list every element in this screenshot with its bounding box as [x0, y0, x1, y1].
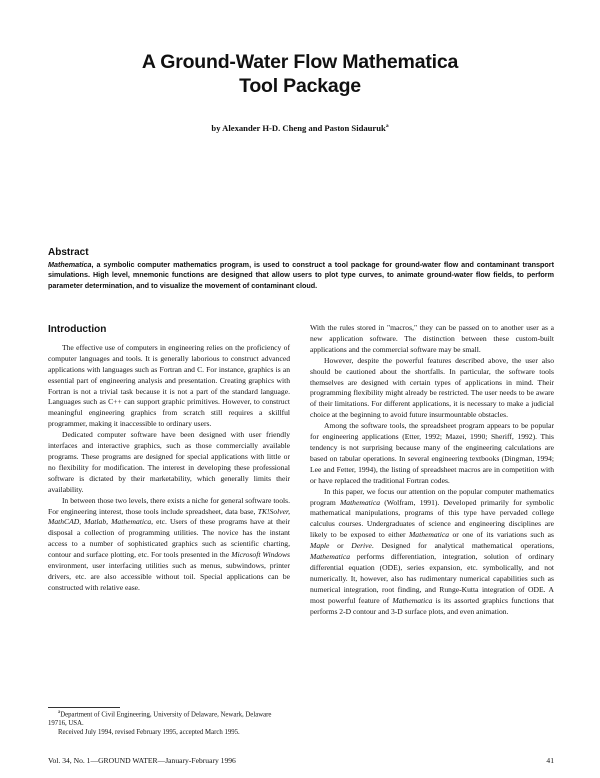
intro-paragraph-3	[48, 496, 290, 594]
p4-c: or one of its variations such as	[452, 530, 554, 540]
windows-italic: Microsoft Windows	[231, 550, 290, 560]
abstract-section	[48, 247, 554, 291]
footnote-affiliation	[48, 709, 290, 729]
right-column	[310, 323, 554, 617]
software-list-italic: TK!Solver, MathCAD, Matlab, Mathematica	[48, 506, 290, 527]
col2-paragraph-3: Among the software tools, the spreadsheet program appears to be popular for engineering applications (Etter, 1992; Mazei, 1990; Sheriff, 1992). This tendency is not surprising because many of the engineering calculations are based on tabular operations. In several engineering textbooks (Dingman, 1994; Lee and Fetter, 1994), the listing of spreadsheet macros are in competition with or have replaced the traditional Fortran codes.	[310, 421, 554, 485]
author-footnote-mark: a	[385, 123, 389, 130]
page-number: 41	[546, 756, 554, 765]
intro-paragraph-1: The effective use of computers in engineering relies on the proficiency of computer languages and tools. It is generally laborious to construct advanced applications with languages such as Fortran and C. For instance, graphics is an essential part of engineering analysis and presentation. Creating graphics with Fortran is not a trivial task because it is not a part of the standard language. Languages such as C++ can support graphic primitives. However, to construct meaningful engineering graphics from scratch still requires a skillful programmer, making it inaccessible to ordinary users.	[48, 342, 290, 429]
abstract-text	[48, 260, 554, 291]
intro-paragraph-2: Dedicated computer software have been designed with user friendly interfaces and interactive graphics, such as those commercially available programs. These programs are designed for special applications with little or no flexibility for modification. The interest in developing these professional software is dictated by their marketability, which generally limits their availability.	[48, 430, 290, 494]
p4-d: or	[337, 541, 344, 551]
p4-italic-6: Mathematica	[392, 595, 433, 605]
footnote-affiliation-text: Department of Civil Engineering, University of Delaware, Newark, Delaware 19716, USA.	[48, 711, 272, 727]
p4-italic-5: Mathematica	[310, 552, 351, 562]
paper-title	[0, 50, 600, 98]
p4-italic-2: Mathematica	[408, 530, 450, 540]
title-line-1: A Ground-Water Flow Mathematica	[141, 51, 459, 73]
page-footer	[48, 756, 554, 765]
author-line	[0, 123, 600, 133]
abstract-body: , a symbolic computer mathematics program, is used to construct a tool package for ground-water flow and contaminant transport simulations. High level, mnemonic functions are designed that allow users to plot type curves, to animate ground-water flow fields, to perform parameter determination, and to visualize the movement of contaminant cloud.	[48, 260, 554, 290]
title-line-2: Tool Package	[239, 75, 361, 97]
p4-b: (Wolfram, 1991). Developed primarily for symbolic mathematical manipulations, programs of this type have pervaded college calculus courses. Undergraduates of science and engineering disciplines are likely to be exposed to either	[310, 497, 554, 540]
p4-italic-4: Derive	[351, 541, 372, 551]
abstract-heading: Abstract	[48, 247, 89, 258]
intro-p3-part-c: environment, user interfacing utilities such as menus, subwindows, printer drivers, etc. are also accessible without toil. Special applications can be constructed with relative ease.	[48, 561, 290, 592]
authors-text: by Alexander H-D. Cheng and Paston Sidauruk	[211, 123, 386, 133]
intro-p3-part-a: In between those two levels, there exists a niche for general software tools. For engineering interest, those tools include spreadsheet, data base,	[48, 495, 290, 516]
p4-a: In this paper, we focus our attention on the popular computer mathematics program	[310, 486, 554, 507]
footnote-mark: a	[58, 710, 61, 715]
p4-f: performs differentiation, integration, solution of ordinary differential equation (ODE), series expansion, etc. symbolically, and not numerically. It, however, also has rudimentary numerical capabilities such as numerical integration, root finding, and Runge-Kutta integration of ODE. A most powerful feature of	[310, 552, 554, 605]
p4-g: is its assorted graphics functions that performs 2-D contour and 3-D surface plots, and even animation.	[310, 595, 554, 616]
footnote	[48, 709, 290, 737]
abstract-lead-italic: Mathematica	[48, 260, 92, 269]
introduction-heading: Introduction	[48, 324, 107, 335]
p4-e: . Designed for analytical mathematical operations,	[371, 541, 554, 551]
footnote-dates: Received July 1994, revised February 1995, accepted March 1995.	[58, 728, 240, 736]
intro-p3-part-b: , etc. Users of these programs have at their disposal a collection of programming utilities. The novice has the instant access to a number of sophisticated graphics such as scientific charting, contour and surface plotting, etc. For tools presented in the	[48, 517, 290, 560]
col2-paragraph-1: With the rules stored in "macros," they can be passed on to another user as a new application software. The distinction between these custom-built applications and the commercial software may be small.	[310, 323, 554, 354]
footnote-rule	[48, 707, 120, 708]
p4-italic-3: Maple	[310, 541, 330, 551]
left-column	[48, 325, 290, 594]
col2-paragraph-2: However, despite the powerful features described above, the user also should be cautioned about the shortfalls. In particular, the software tools themselves are designed with certain types of applications in mind. Their programming flexibility might already be restricted. The user needs to be aware of their limitations. For different applications, it is necessary to make a judicial choice at the beginning to avoid future insurmountable obstacles.	[310, 355, 554, 420]
p4-italic-1: Mathematica	[339, 497, 381, 507]
col2-paragraph-4	[310, 487, 554, 618]
journal-citation: Vol. 34, No. 1—GROUND WATER—January-February 1996	[48, 756, 236, 765]
